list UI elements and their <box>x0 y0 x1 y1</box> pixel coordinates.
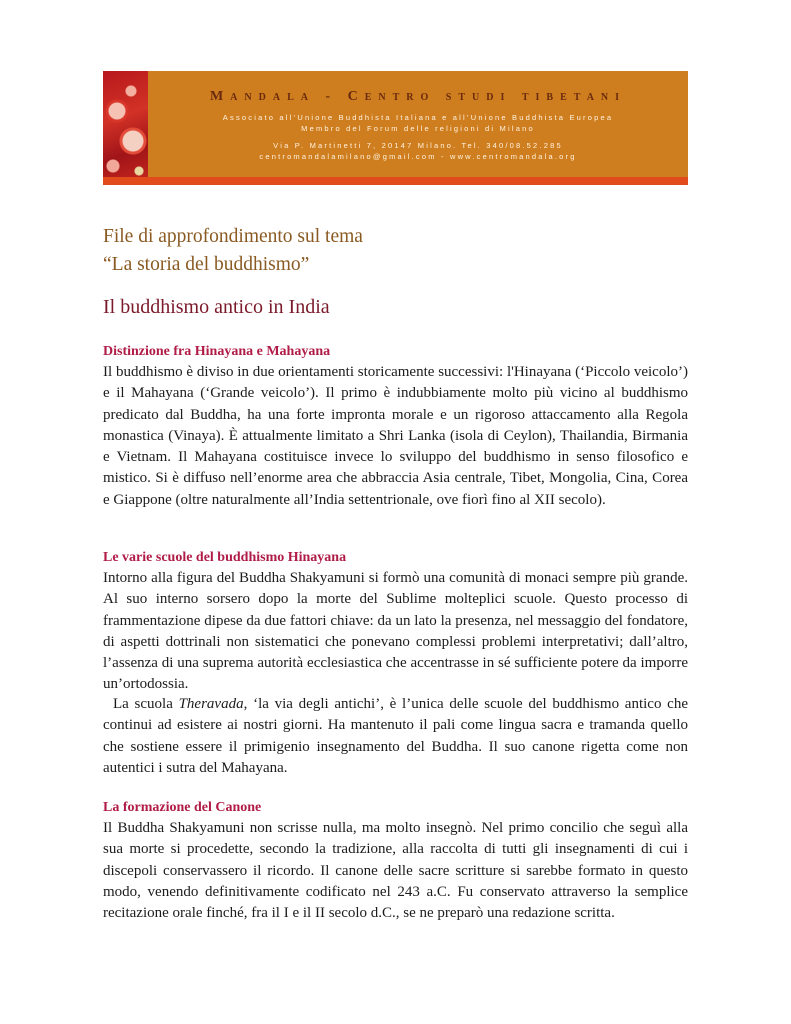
subheading-scuole-hinayana: Le varie scuole del buddhismo Hinayana <box>103 550 347 565</box>
paragraph-theravada <box>103 694 688 779</box>
paragraph-scuole-hinayana: Intorno alla figura del Buddha Shakyamuni si formò una comunità di monaci sempre più grande. Al suo interno sorsero dopo la morte del Sublime molteplici scuole. Questo processo di frammentazione dipese da due fattori chiave: da un lato la presenza, nel messaggio del fondatore, di aspetti dottrinali non sistematici che ponevano complessi problemi interpretativi; dall’altro, l’assenza di una suprema autorità ecclesiastica che accentrasse in sé sufficiente potere da imporre un’ortodossia. <box>103 570 688 693</box>
forum-membership-line: Membro del Forum delle religioni di Milano <box>301 124 535 133</box>
document-title-line2: “La storia del buddhismo” <box>103 254 310 275</box>
organization-name: Mandala - Centro studi tibetani <box>209 89 627 104</box>
paragraph-formazione-canone: Il Buddha Shakyamuni non scrisse nulla, ma molto insegnò. Nel primo concilio che seguì alla sua morte si procedette, secondo la tradizione, alla raccolta di tutti gli insegnamenti di cui i discepoli conservassero il ricordo. Il canone delle sacre scritture si sarebbe formato in questo modo, venendo definitivamente codificato nel 243 a.C. Fu conservato attraverso la semplice recitazione orale finché, fra il I e il II secolo d.C., se ne preparò una redazione scritta. <box>103 820 688 922</box>
paragraph-hinayana-mahayana: Il buddhismo è diviso in due orientamenti storicamente successivi: l'Hinayana (‘Piccolo veicolo’) e il Mahayana (‘Grande veicolo’). Il primo è indubbiamente molto più vicino al buddhismo predicato dal Buddha, ha una forte impronta morale e un rigoroso attaccamento alla Regola monastica (Vinaya). È attualmente limitato a Shri Lanka (isola di Ceylon), Thailandia, Birmania e Vietnam. Il Mahayana costituisce invece lo sviluppo del buddhismo in senso filosofico e mistico. Si è diffuso nell’enorme area che abbraccia Asia centrale, Tibet, Mongolia, Cina, Corea e Giappone (oltre naturalmente all’India settentrionale, ove fiorì fino al XII secolo). <box>103 364 688 508</box>
banner-accent-stripe <box>103 177 688 185</box>
theravada-text-before: La scuola <box>113 696 179 712</box>
theravada-text-after: , ‘la via degli antichi’, è l’unica delle scuole del buddhismo antico che continui ad esistere ai nostri giorni. Ha mantenuto il pali come lingua sacra e tramanda quello che sostiene essere il primigenio insegnamento del Buddha. Il suo canone rigetta come non autentici i sutra del Mahayana. <box>103 696 688 776</box>
subheading-formazione-canone: La formazione del Canone <box>103 800 262 815</box>
document-title <box>103 223 363 279</box>
contact-line: centromandalamilano@gmail.com - www.centromandala.org <box>259 152 577 161</box>
header-banner <box>103 71 688 185</box>
section-title: Il buddhismo antico in India <box>103 296 330 318</box>
subheading-hinayana-mahayana: Distinzione fra Hinayana e Mahayana <box>103 344 331 359</box>
affiliation-line: Associato all’Unione Buddhista Italiana e all’Unione Buddhista Europea <box>222 113 614 122</box>
mandala-logo-image <box>103 71 148 185</box>
address-line: Via P. Martinetti 7, 20147 Milano. Tel. 340/08.52.285 <box>273 141 563 150</box>
document-title-line1: File di approfondimento sul tema <box>103 226 363 247</box>
theravada-term: Theravada <box>178 696 244 712</box>
